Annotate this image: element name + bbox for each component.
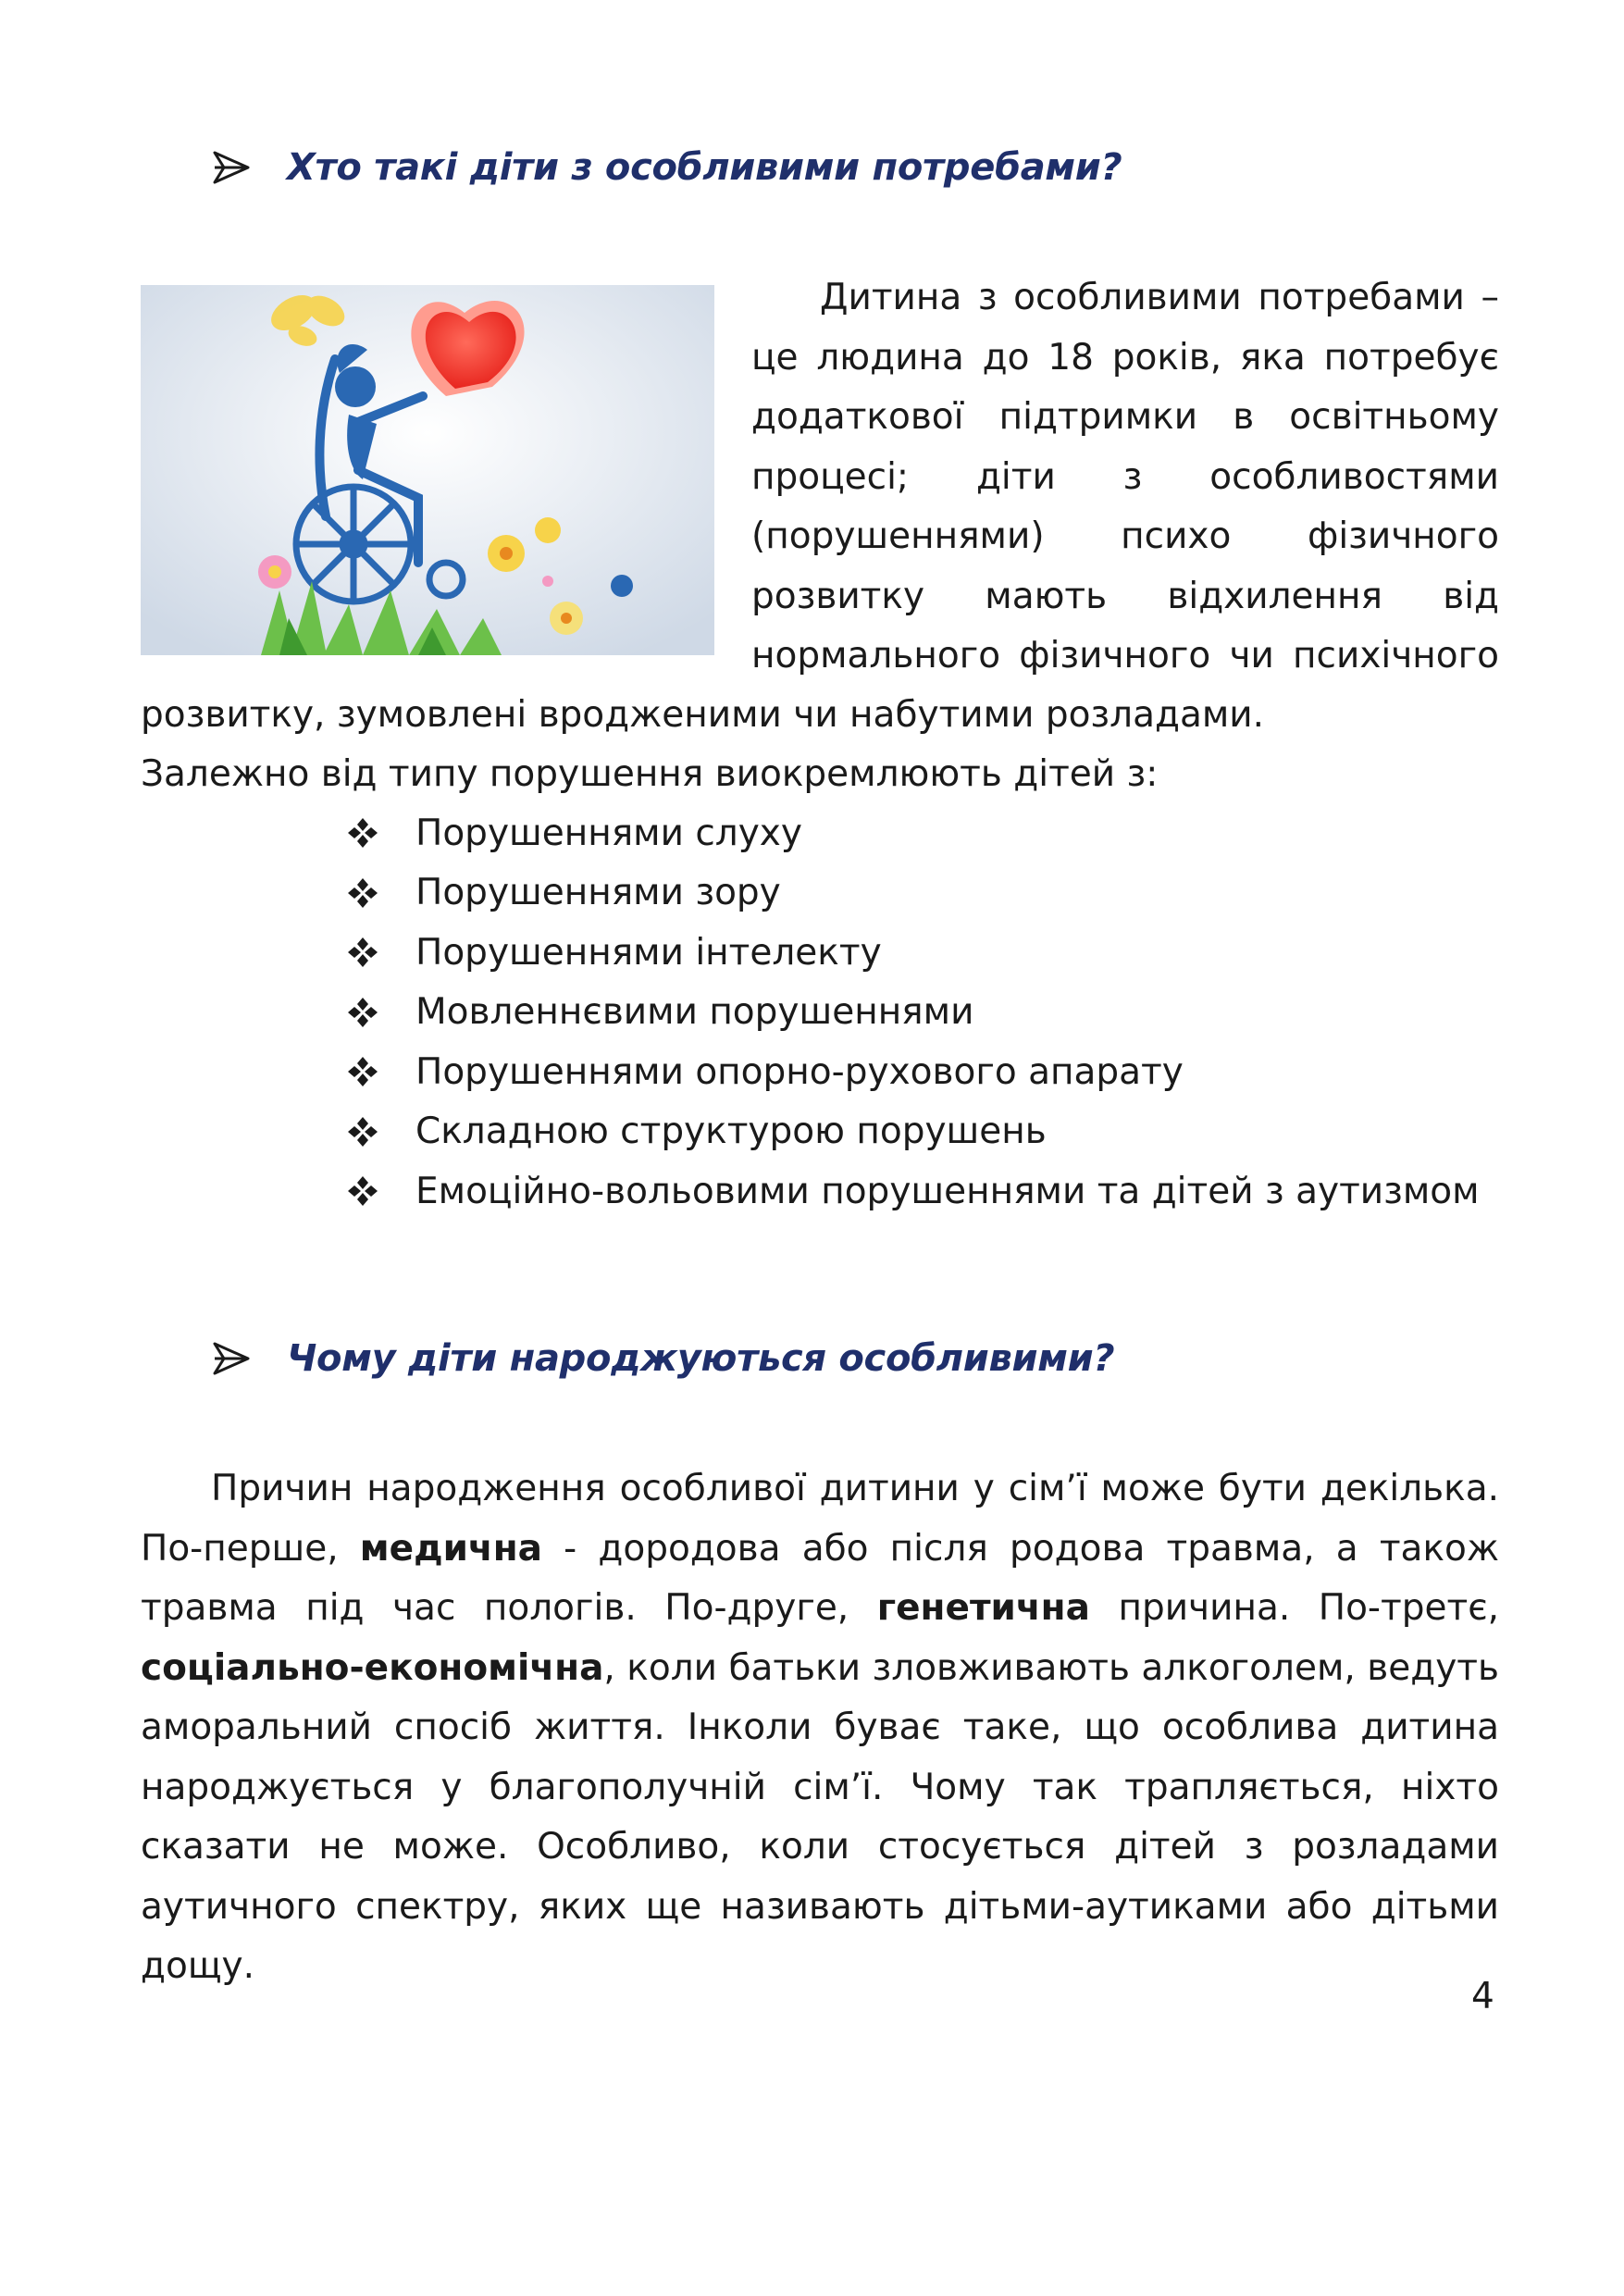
section-heading-text: Хто такі діти з особливими потребами? (287, 146, 1122, 189)
diamond-bullet-icon (347, 937, 378, 968)
intro-line: додаткової підтримки в освітньому (751, 396, 1499, 438)
list-item (347, 1102, 1480, 1162)
intro-line: нормального фізичного чи психічного (751, 635, 1499, 676)
list-item-text: Мовленнєвими порушеннями (415, 991, 974, 1034)
diamond-bullet-icon (347, 1116, 378, 1148)
diamond-bullet-icon (347, 817, 378, 849)
causes-text: причина. По-третє, (1089, 1587, 1499, 1629)
causes-text: Причин народження особливої дитини у сім’ї може бути декілька. По-перше, (141, 1468, 1499, 1570)
list-item (347, 923, 1480, 983)
section-heading-why-born-special (213, 1337, 1114, 1380)
diamond-bullet-icon (347, 1175, 378, 1207)
child-wheelchair-heart-illustration (141, 285, 714, 655)
diamond-bullet-icon (347, 877, 378, 909)
arrow-bullet-icon (213, 151, 250, 184)
list-item-text: Складною структурою порушень (415, 1111, 1047, 1153)
list-item (347, 1042, 1480, 1102)
causes-paragraph (141, 1459, 1499, 1997)
intro-tail: розвитку, зумовлені вродженими чи набутими розладами. (141, 694, 1265, 736)
cause-socio-economic: соціально-економічна (141, 1646, 604, 1689)
list-item (347, 803, 1480, 863)
arrow-bullet-icon (213, 1342, 250, 1375)
diamond-bullet-icon (347, 997, 378, 1028)
causes-text: - дородова або після родова травма, а також травма під час пологів. По-друге, (141, 1527, 1499, 1629)
cause-medical: медична (359, 1527, 542, 1570)
section-heading-special-needs (213, 146, 1122, 189)
list-intro: Залежно від типу порушення виокремлюють дітей з: (141, 753, 1159, 795)
list-item (347, 983, 1480, 1043)
list-item-text: Емоційно-вольовими порушеннями та дітей з аутизмом (415, 1170, 1480, 1212)
disorder-type-list (347, 803, 1480, 1222)
causes-text: , коли батьки зловживають алкоголем, ведуть аморальний спосіб життя. Інколи буває таке, що особлива дитина народжується у благополучній сім’ї. Чому так трапляється, ніхто сказати не може. Особливо, коли стосується дітей з розладами аутичного спектру, яких ще називають дітьми-аутиками або дітьми дощу. (141, 1646, 1499, 1987)
cause-genetic: генетична (876, 1587, 1090, 1629)
diamond-bullet-icon (347, 1056, 378, 1087)
intro-line: (порушеннями) психо фізичного (751, 515, 1499, 557)
list-item (347, 1161, 1480, 1222)
intro-paragraph (751, 268, 1499, 687)
list-item-text: Порушеннями інтелекту (415, 931, 882, 974)
list-item-text: Порушеннями опорно-рухового апарату (415, 1050, 1184, 1093)
section-heading-text: Чому діти народжуються особливими? (287, 1337, 1115, 1380)
intro-line: Дитина з особливими потребами – (820, 277, 1499, 318)
list-item-text: Порушеннями слуху (415, 812, 802, 854)
intro-line: це людина до 18 років, яка потребує (751, 336, 1499, 379)
list-item (347, 863, 1480, 924)
list-item-text: Порушеннями зору (415, 872, 781, 914)
page-number: 4 (1471, 1976, 1494, 2017)
intro-line: процесі; діти з особливостями (751, 455, 1499, 498)
intro-line: розвитку мають відхилення від (751, 575, 1499, 617)
